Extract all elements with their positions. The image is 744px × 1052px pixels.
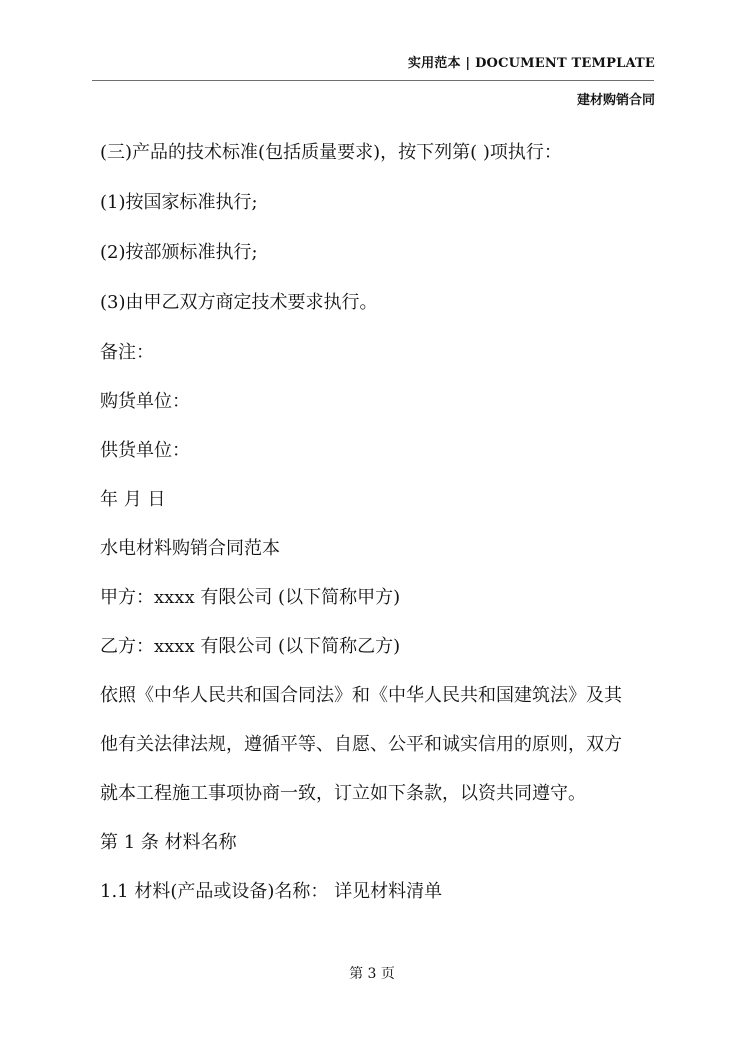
intro-paragraph-line-2: 他有关法律法规，遵循平等、自愿、公平和诚实信用的原则，双方 (100, 734, 622, 755)
header-title: 实用范本 | DOCUMENT TEMPLATE (407, 56, 655, 71)
page-number: 第 3 页 (349, 966, 395, 982)
intro-paragraph-line-3: 就本工程施工事项协商一致，订立如下条款，以资共同遵守。 (100, 783, 586, 804)
supplier-unit-label: 供货单位： (100, 440, 190, 461)
intro-paragraph-line-1: 依照《中华人民共和国合同法》和《中华人民共和国建筑法》及其 (100, 685, 622, 706)
buyer-unit-label: 购货单位： (100, 391, 190, 412)
remarks-label: 备注： (100, 342, 154, 363)
technical-standard-clause: (三)产品的技术标准(包括质量要求)，按下列第( )项执行： (100, 142, 562, 163)
document-subtitle: 建材购销合同 (576, 93, 655, 108)
option-national-standard: (1)按国家标准执行; (100, 192, 258, 213)
option-ministry-standard: (2)按部颁标准执行; (100, 242, 258, 263)
contract-template-title: 水电材料购销合同范本 (100, 538, 280, 559)
party-a-line: 甲方：xxxx 有限公司 (以下简称甲方) (100, 587, 401, 608)
page-header (0, 0, 744, 112)
material-name-clause: 1.1 材料(产品或设备)名称： 详见材料清单 (100, 881, 443, 902)
header-divider (92, 80, 654, 81)
party-b-line: 乙方：xxxx 有限公司 (以下简称乙方) (100, 636, 401, 657)
option-negotiated-standard: (3)由甲乙双方商定技术要求执行。 (100, 292, 378, 313)
article-1-heading: 第 1 条 材料名称 (100, 832, 237, 853)
date-line: 年 月 日 (100, 489, 166, 510)
